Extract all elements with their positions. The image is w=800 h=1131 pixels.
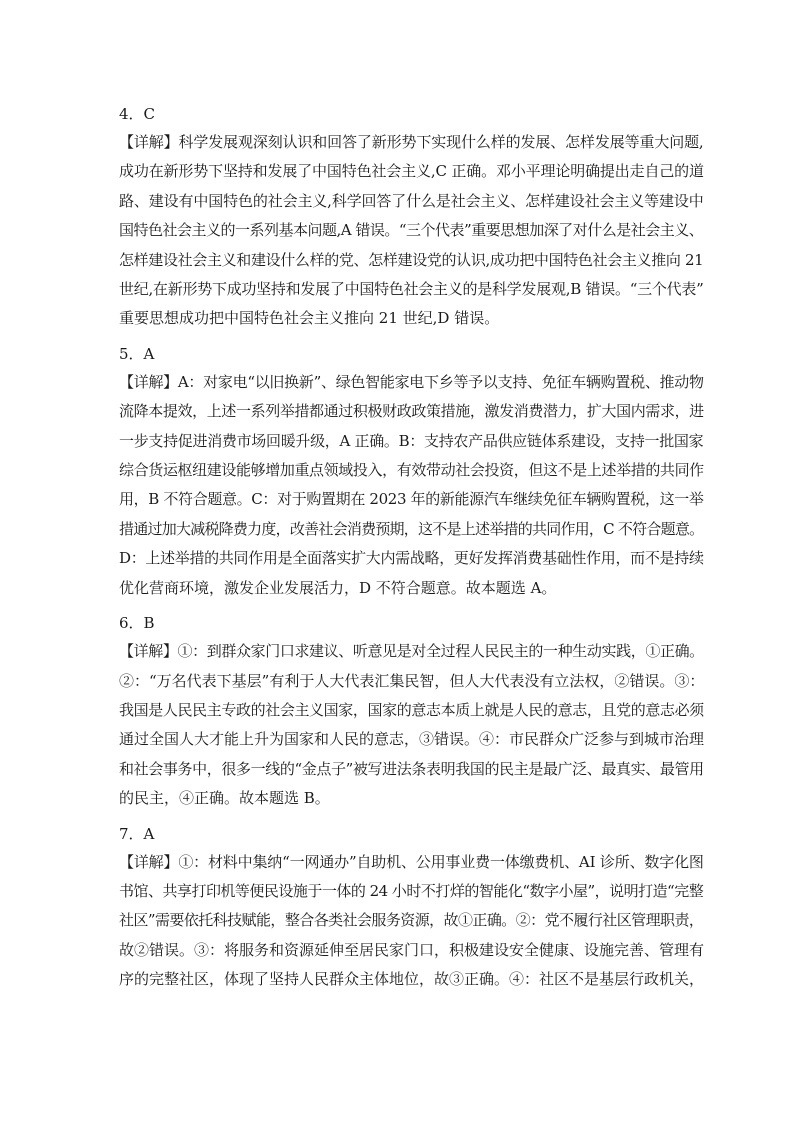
q6-line-5: 和社会事务中，很多一线的“金点子”被写进法条表明我国的民主是最广泛、最真实、最管用 [119, 759, 704, 778]
q6-line-2: ②：“万名代表下基层”有利于人大代表汇集民智，但人大代表没有立法权，②错误。③： [119, 671, 705, 690]
q5-line-5: 用，B 不符合题意。C：对于购置期在 2023 年的新能源汽车继续免征车辆购置税，这一举 [119, 490, 704, 509]
q7-line-5: 序的完整社区，体现了坚持人民群众主体地位，故③正确。④：社区不是基层行政机关， [119, 970, 705, 989]
q5-line-4: 综合货运枢纽建设能够增加重点领域投入，有效带动社会投资，但这不是上述举措的共同作 [119, 461, 704, 480]
question-5-answer: 5．A [119, 344, 155, 363]
q4-line-4: 国特色社会主义的一系列基本问题,A 错误。“三个代表”重要思想加深了对什么是社会主义、 [119, 221, 704, 240]
question-4-answer: 4．C [119, 105, 156, 123]
question-6-explanation [119, 637, 704, 813]
answer-explanations [119, 100, 704, 1001]
question-6-answer: 6．B [119, 614, 155, 633]
q4-line-5: 怎样建设社会主义和建设什么样的党、怎样建设党的认识,成功把中国特色社会主义推向 21 [119, 250, 704, 269]
q6-line-3: 我国是人民民主专政的社会主义国家，国家的意志本质上就是人民的意志，且党的意志必须 [119, 700, 704, 719]
question-6 [119, 609, 704, 813]
q7-line-2: 书馆、共享打印机等便民设施于一体的 24 小时不打烊的智能化“数字小屋”，说明打造“完整 [119, 881, 704, 900]
q5-line-7: D：上述举措的共同作用是全面落实扩大内需战略，更好发挥消费基础性作用，而不是持续 [119, 549, 704, 568]
q4-line-1: 【详解】科学发展观深刻认识和回答了新形势下实现什么样的发展、怎样发展等重大问题, [119, 133, 704, 151]
q6-line-1: 【详解】①：到群众家门口求建议、听意见是对全过程人民民主的一种生动实践，①正确。 [119, 642, 704, 661]
q5-line-8: 优化营商环境，激发企业发展活力，D 不符合题意。故本题选 A。 [119, 578, 557, 597]
q5-line-3: 一步支持促进消费市场回暖升级，A 正确。B：支持农产品供应链体系建设，支持一批国家 [119, 431, 704, 450]
q4-line-7: 重要思想成功把中国特色社会主义推向 21 世纪,D 错误。 [119, 309, 500, 328]
q5-line-2: 流降本提效，上述一系列举措都通过积极财政政策措施，激发消费潜力，扩大国内需求，进 [119, 402, 704, 421]
q6-line-4: 通过全国人大才能上升为国家和人民的意志，③错误。④：市民群众广泛参与到城市治理 [119, 730, 705, 749]
q5-line-6: 措通过加大减税降费力度，改善社会消费预期，这不是上述举措的共同作用，C 不符合题意。 [119, 519, 704, 538]
question-7-answer: 7．A [119, 824, 155, 843]
q4-line-6: 世纪,在新形势下成功坚持和发展了中国特色社会主义的是科学发展观,B 错误。“三个代表” [119, 280, 704, 299]
q7-line-4: 故②错误。③：将服务和资源延伸至居民家门口，积极建设安全健康、设施完善、管理有 [119, 940, 705, 959]
question-7-explanation [119, 848, 704, 995]
question-7 [119, 820, 704, 995]
q7-line-1: 【详解】①：材料中集纳“一网通办”自助机、公用事业费一体缴费机、AI 诊所、数字化图 [119, 852, 704, 871]
q5-line-1: 【详解】A：对家电“以旧换新”、绿色智能家电下乡等予以支持、免征车辆购置税、推动物 [119, 372, 704, 391]
q6-line-6: 的民主，④正确。故本题选 B。 [119, 789, 330, 808]
question-4-explanation [119, 128, 704, 334]
question-5-explanation [119, 368, 704, 603]
question-5 [119, 340, 704, 603]
question-4 [119, 100, 704, 334]
q4-line-3: 路、建设有中国特色的社会主义,科学回答了什么是社会主义、怎样建设社会主义等建设中 [119, 191, 704, 210]
q4-line-2: 成功在新形势下坚持和发展了中国特色社会主义,C 正确。邓小平理论明确提出走自己的道 [119, 162, 704, 181]
q7-line-3: 社区”需要依托科技赋能，整合各类社会服务资源，故①正确。②：党不履行社区管理职责， [119, 911, 704, 930]
